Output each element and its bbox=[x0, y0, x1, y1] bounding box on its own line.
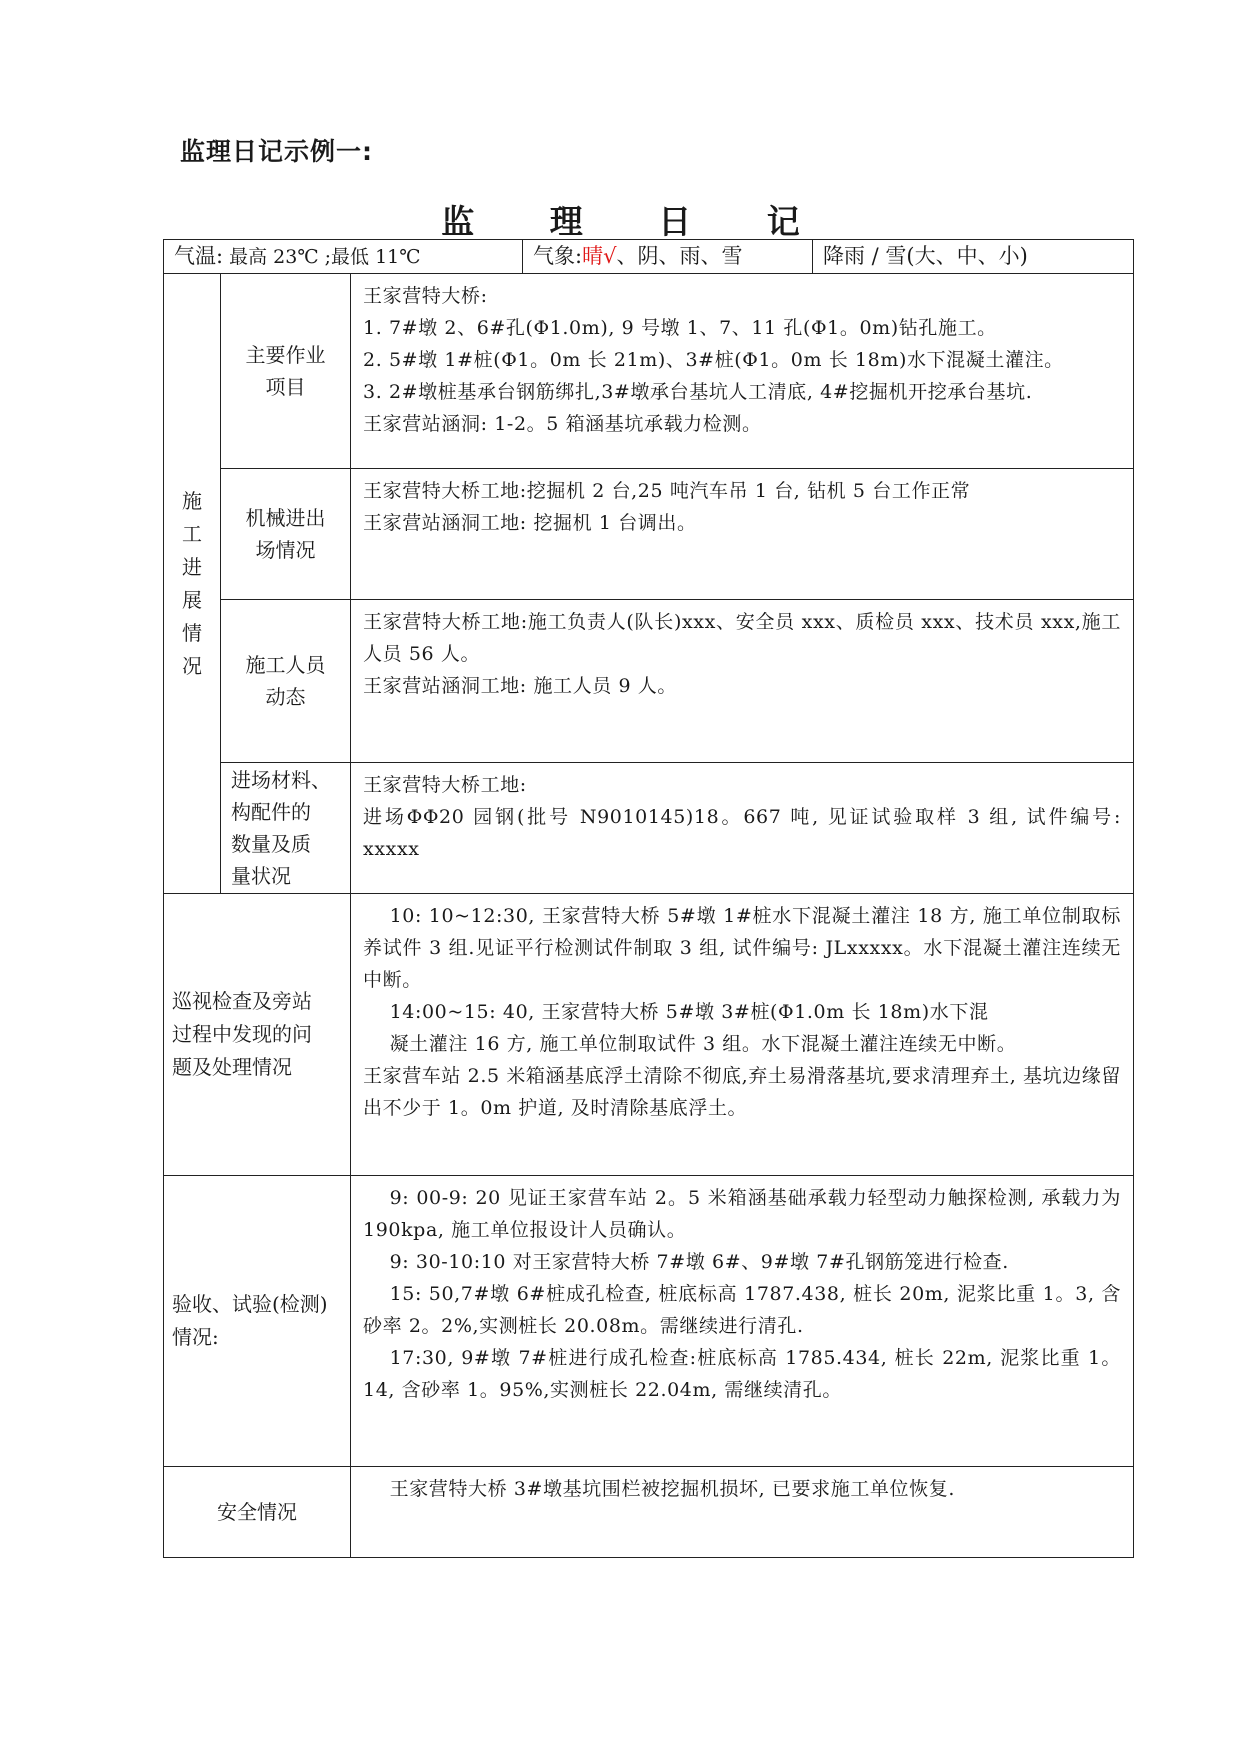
safety-content bbox=[351, 1467, 1134, 1558]
acceptance-line: 9: 00-9: 20 见证王家营车站 2。5 米箱涵基础承载力轻型动力触探检测, 承载力为 190kpa, 施工单位报设计人员确认。 bbox=[363, 1187, 1121, 1241]
main-work-line: 3. 2#墩桩基承台钢筋绑扎,3#墩承台基坑人工清底, 4#挖掘机开挖承台基坑. bbox=[363, 381, 1033, 403]
safety-row bbox=[164, 1467, 1134, 1558]
acceptance-label: 验收、试验(检测) 情况: bbox=[164, 1176, 351, 1467]
inspection-label: 巡视检查及旁站 过程中发现的问 题及处理情况 bbox=[164, 894, 351, 1176]
materials-line: 进场ΦΦ20 园钢(批号 N9010145)18。667 吨, 见证试验取样 3 组, 试件编号: xxxxx bbox=[363, 806, 1121, 860]
acceptance-line: 9: 30-10:10 对王家营特大桥 7#墩 6#、9#墩 7#孔钢筋笼进行检查. bbox=[389, 1251, 1009, 1273]
inspection-content bbox=[351, 894, 1134, 1176]
materials-label: 进场材料、 构配件的 数量及质 量状况 bbox=[221, 763, 351, 894]
main-work-line: 王家营特大桥: bbox=[363, 285, 488, 307]
acceptance-line: 15: 50,7#墩 6#桩成孔检查, 桩底标高 1787.438, 桩长 20m, 泥浆比重 1。3, 含砂率 2。2%,实测桩长 20.08m。需继续进行清孔. bbox=[363, 1283, 1121, 1337]
weather-row bbox=[164, 240, 1134, 274]
main-work-content bbox=[351, 274, 1134, 469]
machinery-content bbox=[351, 469, 1134, 600]
machinery-line: 王家营站涵洞工地: 挖掘机 1 台调出。 bbox=[363, 512, 697, 534]
personnel-row bbox=[164, 600, 1134, 763]
main-work-line: 2. 5#墩 1#桩(Φ1。0m 长 21m)、3#桩(Φ1。0m 长 18m)水下混凝土灌注。 bbox=[363, 349, 1064, 371]
weather-label: 气象: bbox=[533, 244, 583, 268]
acceptance-row bbox=[164, 1176, 1134, 1467]
personnel-line: 王家营站涵洞工地: 施工人员 9 人。 bbox=[363, 675, 678, 697]
supervision-diary-table bbox=[163, 239, 1134, 1558]
diary-title: 监 理 日 记 bbox=[441, 202, 832, 241]
temperature-label: 气温: bbox=[174, 244, 224, 268]
weather-cell bbox=[523, 240, 813, 274]
inspection-line: 10: 10~12:30, 王家营特大桥 5#墩 1#桩水下混凝土灌注 18 方, 施工单位制取标养试件 3 组.见证平行检测试件制取 3 组, 试件编号: JLxxxxx。水下混凝土灌注连续无中断。 bbox=[363, 905, 1121, 991]
personnel-line: 王家营特大桥工地:施工负责人(队长)xxx、安全员 xxx、质检员 xxx、技术员 xxx,施工人员 56 人。 bbox=[363, 611, 1121, 665]
rain-snow-options: 降雨 / 雪(大、中、小) bbox=[823, 244, 1028, 268]
main-work-line: 王家营站涵洞: 1-2。5 箱涵基坑承载力检测。 bbox=[363, 413, 762, 435]
machinery-row bbox=[164, 469, 1134, 600]
safety-line: 王家营特大桥 3#墩基坑围栏被挖掘机损坏, 已要求施工单位恢复. bbox=[389, 1478, 955, 1500]
machinery-line: 王家营特大桥工地:挖掘机 2 台,25 吨汽车吊 1 台, 钻机 5 台工作正常 bbox=[363, 480, 971, 502]
weather-selected: 晴√ bbox=[582, 244, 617, 268]
personnel-label: 施工人员 动态 bbox=[221, 600, 351, 763]
acceptance-content bbox=[351, 1176, 1134, 1467]
safety-label: 安全情况 bbox=[164, 1467, 351, 1558]
construction-progress-label: 施 工 进 展 情 况 bbox=[164, 274, 221, 894]
temperature-value: 最高 23℃ ;最低 11℃ bbox=[229, 246, 421, 268]
machinery-label: 机械进出 场情况 bbox=[221, 469, 351, 600]
main-work-line: 1. 7#墩 2、6#孔(Φ1.0m), 9 号墩 1、7、11 孔(Φ1。0m)钻孔施工。 bbox=[363, 317, 997, 339]
acceptance-line: 17:30, 9#墩 7#桩进行成孔检查:桩底标高 1785.434, 桩长 22m, 泥浆比重 1。14, 含砂率 1。95%,实测桩长 22.04m, 需继续清孔。 bbox=[363, 1347, 1121, 1401]
inspection-row bbox=[164, 894, 1134, 1176]
materials-row bbox=[164, 763, 1134, 894]
inspection-line: 凝土灌注 16 方, 施工单位制取试件 3 组。水下混凝土灌注连续无中断。 bbox=[389, 1033, 1017, 1055]
document-heading: 监理日记示例一: bbox=[180, 137, 373, 166]
materials-line: 王家营特大桥工地: bbox=[363, 774, 527, 796]
main-work-label: 主要作业 项目 bbox=[221, 274, 351, 469]
inspection-line: 14:00~15: 40, 王家营特大桥 5#墩 3#桩(Φ1.0m 长 18m)水下混 bbox=[389, 1001, 989, 1023]
rain-snow-cell bbox=[813, 240, 1134, 274]
weather-options: 、阴、雨、雪 bbox=[616, 244, 743, 268]
temperature-cell bbox=[164, 240, 523, 274]
materials-content bbox=[351, 763, 1134, 894]
inspection-line: 王家营车站 2.5 米箱涵基底浮土清除不彻底,弃土易滑落基坑,要求清理弃土, 基坑边缘留出不少于 1。0m 护道, 及时清除基底浮土。 bbox=[363, 1065, 1121, 1119]
personnel-content bbox=[351, 600, 1134, 763]
main-work-row bbox=[164, 274, 1134, 469]
